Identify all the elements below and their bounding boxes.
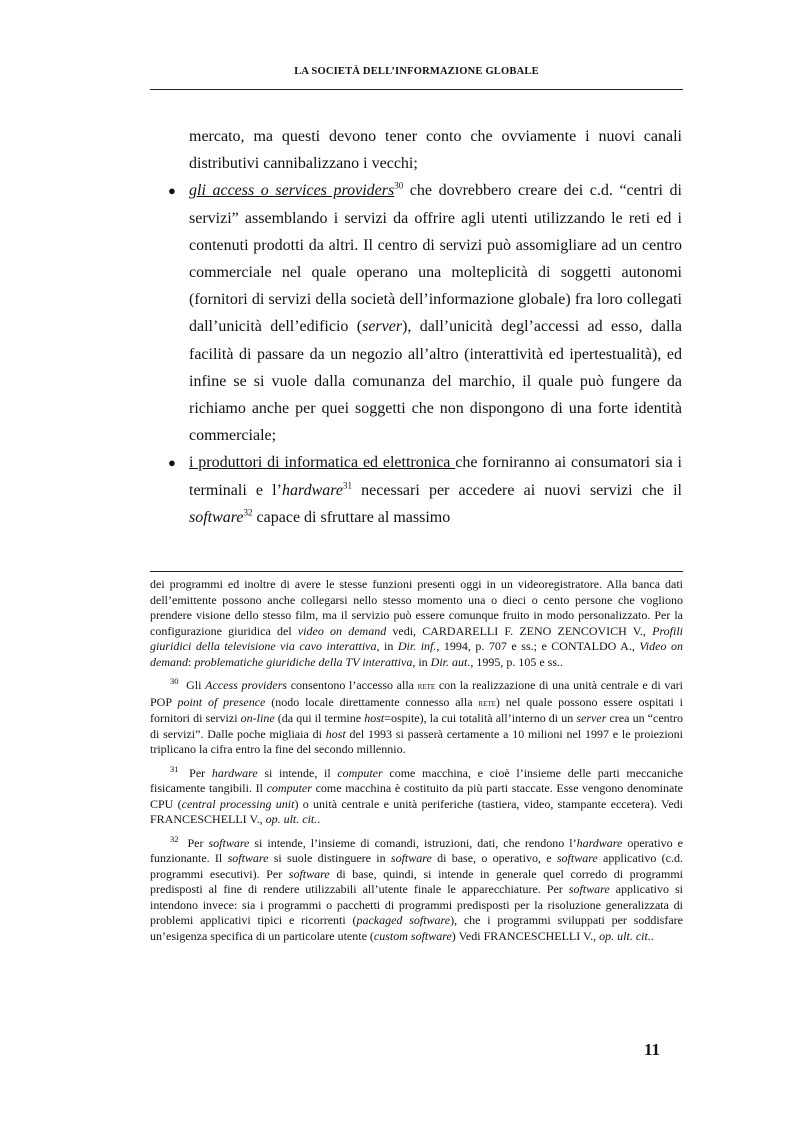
- running-header: LA SOCIETÀ DELL’INFORMAZIONE GLOBALE: [294, 66, 539, 77]
- footnote-31: $^{31}$ Per hardware si intende, il computer come macchina, e cioè l’insieme delle parti meccaniche fisicamente tangibili. Il computer come macchina è costituito da più parti staccate. Esse vengono denominate CPU (central processing unit) o unità centrale e unità periferiche (tastiera, video, stampante eccetera). Vedi FRANCESCHELLI V., op. ult. cit..: [150, 763, 684, 826]
- continuation-paragraph: mercato, ma questi devono tener conto che ovviamente i nuovi canali distributivi cannibalizzano i vecchi;: [189, 128, 682, 173]
- header-rule: [150, 89, 683, 90]
- footnote-32: $^{32}$ Per software si intende, l’insieme di comandi, istruzioni, dati, che rendono l’hardware operativo e funzionante. Il software si suole distinguere in software di base, o operativo, e software applicativo (c.d. programmi esecutivi). Per software di base, quindi, si intende in generale quel corredo di programmi predisposti al fine di rendere utilizzabili all’utente finale le apparecchiature. Per software applicativo si intendono invece: sia i programmi o pacchetti di programmi predisposti per la risoluzione generalizzata di problemi applicativi tipici e ricorrenti (packaged software), che i programmi sviluppati per soddisfare un’esigenza specifica di un particolare utente (custom software) Vedi FRANCESCHELLI V., op. ult. cit..: [150, 833, 683, 943]
- footnote-separator: [150, 571, 683, 572]
- bullet-lead: i produttori di informatica ed elettronica: [189, 454, 456, 472]
- footnote-ref-32[interactable]: 32: [243, 507, 253, 518]
- page-number: 11: [643, 1040, 660, 1059]
- bullet-icon: ●: [168, 183, 176, 199]
- bullet-lead: gli access o services providers: [189, 182, 395, 200]
- bullet-item-access-providers: ● gli access o services providers$^{30}$ che dovrebbero creare dei c.d. “centri di servizi” assemblando i servizi da offrire agli utenti utilizzando le reti ed i contenuti prodotti da altri. Il centro di servizi può assomigliare ad un centro commerciale nel quale operano una molteplicità di soggetti autonomi (fornitori di servizi della società dell’informazione globale) fra loro collegati dall’unicità dell’edificio (server), dall’unicità degl’accessi ad esso, dalla facilità di passare da un negozio all’altro (interattività ed ipertestualità), ed infine se si vuole dalla comunanza del marchio, il quale può fungere da richiamo anche per quei soggetti che non dispongono di una forte identità commerciale;: [162, 177, 682, 449]
- bullet-icon: ●: [168, 455, 176, 471]
- footnote-ref-31[interactable]: 31: [343, 480, 352, 491]
- main-text: [162, 123, 682, 531]
- footnote-ref-30[interactable]: 30: [394, 181, 404, 192]
- bullet-item-produttori: ● i produttori di informatica ed elettronica che forniranno ai consumatori sia i terminali e l’hardware$^{31}$ necessari per accedere ai nuovi servizi che il software$^{32}$ capace di sfruttare al massimo: [162, 449, 682, 531]
- footnote-continuation: dei programmi ed inoltre di avere le stesse funzioni presenti oggi in un videoregistratore. Alla banca dati dell’emittente possono anche collegarsi nello stesso momento una o dieci o cento persone che vogliono prendere visione dello stesso film, ma il servizio può essere comunque fruito in modo personalizzato. Per la configurazione giuridica del video on demand vedi, CARDARELLI F. ZENO ZENCOVICH V., Profili giuridici della televisione via cavo interattiva, in Dir. inf., 1994, p. 707 e ss.; e CONTALDO A., Video on demand: problematiche giuridiche della TV interattiva, in Dir. aut., 1995, p. 105 e ss..: [150, 577, 683, 669]
- footnote-30: $^{30}$ Gli Access providers consentono l’accesso alla rete con la realizzazione di una unità centrale e di vari POP point of presence (nodo locale direttamente connesso alla rete) nel quale possono essere ospitati i fornitori di servizi on-line (da qui il termine host=ospite), la cui totalità all’interno di un server crea un “centro di servizi”. Dalle poche migliaia di host del 1993 si passerà certamente a 10 milioni nel 1997 e le proiezioni triplicano la cifra entro la fine del secondo millennio.: [150, 676, 684, 756]
- footnotes: [150, 577, 683, 952]
